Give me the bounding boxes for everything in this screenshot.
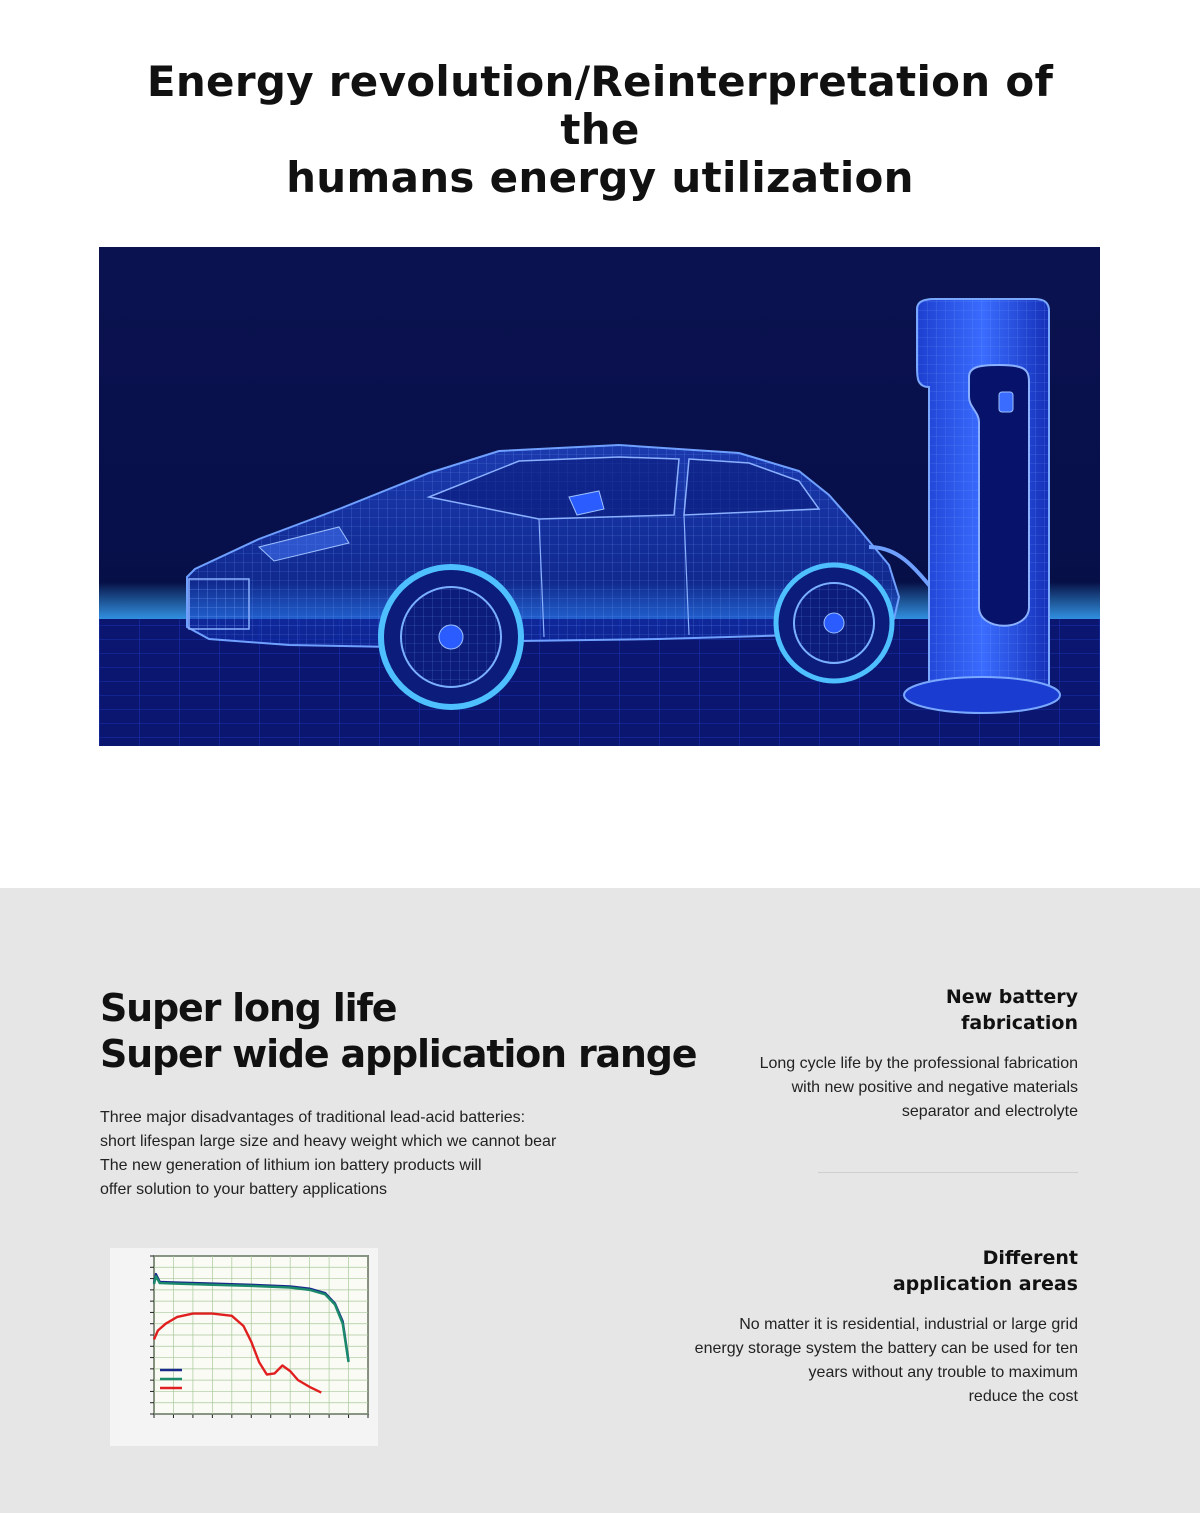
page-title-line2: humans energy utilization: [286, 153, 914, 202]
discharge-curve-chart: [110, 1248, 378, 1446]
feature-description-line: energy storage system the battery can be used for ten: [694, 1340, 1078, 1357]
page-title: [100, 58, 1100, 202]
intro-line: Three major disadvantages of traditional lead-acid batteries:: [100, 1109, 526, 1126]
feature-description-line: separator and electrolyte: [901, 1103, 1078, 1120]
feature-new-battery-fabrication: [658, 984, 1078, 1124]
feature-title-line1: Different: [982, 1247, 1078, 1269]
feature-title-line2: fabrication: [961, 1012, 1078, 1034]
feature-application-areas: [618, 1245, 1078, 1409]
feature-title-line2: application areas: [892, 1273, 1078, 1295]
feature-divider: [818, 1172, 1078, 1173]
feature-description: [618, 1313, 1078, 1409]
section-heading-line2: Super wide application range: [100, 1032, 697, 1076]
feature-description-line: No matter it is residential, industrial or large grid: [739, 1316, 1078, 1333]
feature-description-line: reduce the cost: [968, 1388, 1078, 1405]
car-charging-image: [99, 247, 1100, 746]
page-title-line1: Energy revolution/Reinterpretation of the: [146, 57, 1054, 154]
feature-title: [658, 984, 1078, 1036]
features-section: [0, 888, 1200, 1513]
intro-paragraph: [100, 1106, 640, 1202]
feature-description-line: with new positive and negative materials: [791, 1079, 1078, 1096]
feature-title-line1: New battery: [945, 986, 1078, 1008]
chart-grid: [150, 1256, 368, 1418]
section-heading: [100, 985, 696, 1077]
feature-description: [658, 1052, 1078, 1124]
intro-line: offer solution to your battery applications: [100, 1181, 387, 1198]
intro-line: The new generation of lithium ion battery products will: [100, 1157, 482, 1174]
section-heading-line1: Super long life: [100, 986, 397, 1030]
feature-title: [618, 1245, 1078, 1297]
feature-description-line: years without any trouble to maximum: [808, 1364, 1078, 1381]
feature-description-line: Long cycle life by the professional fabrication: [759, 1055, 1078, 1072]
intro-line: short lifespan large size and heavy weight which we cannot bear: [100, 1133, 557, 1150]
